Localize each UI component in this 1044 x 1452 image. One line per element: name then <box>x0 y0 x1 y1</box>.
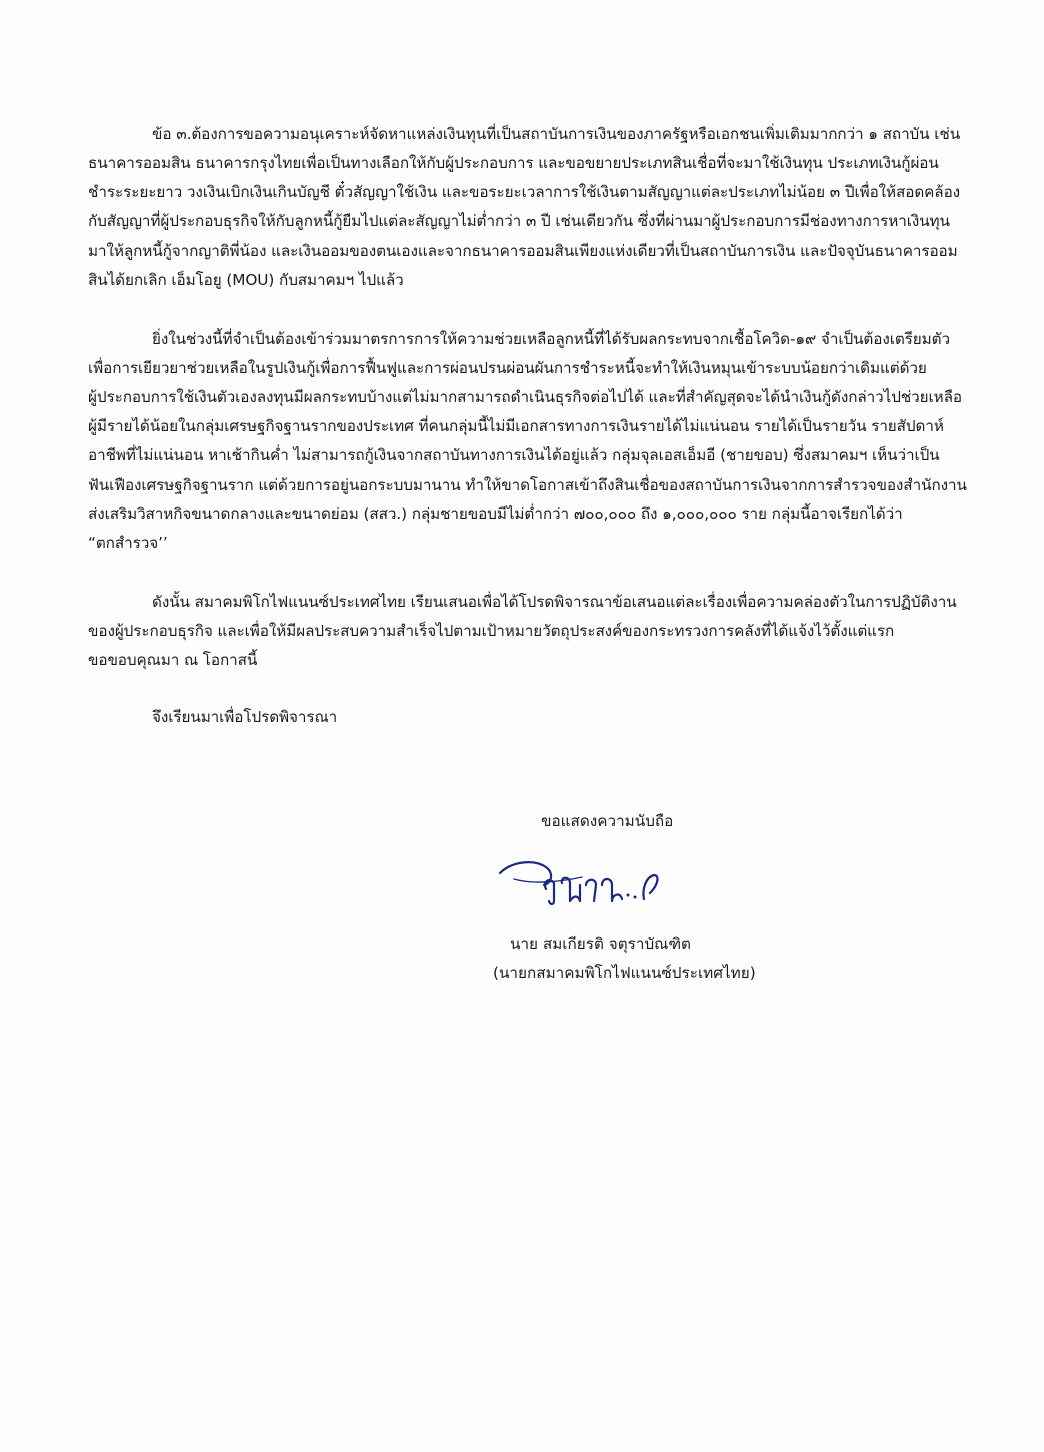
paragraph-line: ส่งเสริมวิสาหกิจขนาดกลางและขนาดย่อม (สสว.) กลุ่มชายขอบมีไม่ต่ำกว่า ๗๐๐,๐๐๐ ถึง ๑,๐๐๐,๐๐๐ ราย กลุ่มนี้อาจเรียกได้ว่า <box>88 505 903 523</box>
paragraph-line: ขอขอบคุณมา ณ โอกาสนี้ <box>88 651 258 669</box>
paragraph-line: กับสัญญาที่ผู้ประกอบธุรกิจให้กับลูกหนี้กู้ยืมไปแต่ละสัญญาไม่ต่ำกว่า ๓ ปี เช่นเดียวกัน ซึ่งที่ผ่านมาผู้ประกอบการมีช่องทางการหาเงินทุน <box>88 212 950 230</box>
paragraph-line: ยิ่งในช่วงนี้ที่จำเป็นต้องเข้าร่วมมาตรการการให้ความช่วยเหลือลูกหนี้ที่ได้รับผลกระทบจากเชื้อโควิด-๑๙ จำเป็นต้องเตรียมตัว <box>152 330 950 348</box>
paragraph-line: ธนาคารออมสิน ธนาคารกรุงไทยเพื่อเป็นทางเลือกให้กับผู้ประกอบการ และขอขยายประเภทสินเชื่อที่จะมาใช้เงินทุน ประเภทเงินกู้ผ่อน <box>88 154 939 172</box>
paragraph-line: ชำระระยะยาว วงเงินเบิกเงินเกินบัญชี ตั๋วสัญญาใช้เงิน และขอระยะเวลาการใช้เงินตามสัญญาแต่ละประเภทไม่น้อย ๓ ปีเพื่อให้สอดคล้อง <box>88 183 961 201</box>
paragraph-line: ดังนั้น สมาคมพิโกไฟแนนซ์ประเทศไทย เรียนเสนอเพื่อได้โปรดพิจารณาข้อเสนอแต่ละเรื่องเพื่อความคล่องตัวในการปฏิบัติงาน <box>152 593 957 611</box>
paragraph-line: สินได้ยกเลิก เอ็มโอยู (MOU) กับสมาคมฯ ไปแล้ว <box>88 271 404 289</box>
closing-request: จึงเรียนมาเพื่อโปรดพิจารณา <box>152 708 338 726</box>
paragraph-line: ของผู้ประกอบธุรกิจ และเพื่อให้มีผลประสบความสำเร็จไปตามเป้าหมายวัตถุประสงค์ของกระทรวงการคลังที่ได้แจ้งไว้ตั้งแต่แรก <box>88 622 895 640</box>
paragraph-line: อาชีพที่ไม่แน่นอน หาเช้ากินค่ำ ไม่สามารถกู้เงินจากสถาบันทางการเงินได้อยู่แล้ว กลุ่มจุลเอสเอ็มอี (ชายขอบ) ซึ่งสมาคมฯ เห็นว่าเป็น <box>88 446 940 464</box>
paragraph-line: ผู้ประกอบการใช้เงินตัวเองลงทุนมีผลกระทบบ้างแต่ไม่มากสามารถดำเนินธุรกิจต่อไปได้ และที่สำคัญสุดจะได้นำเงินกู้ดังกล่าวไปช่วยเหลือ <box>88 388 962 406</box>
complimentary-close: ขอแสดงความนับถือ <box>541 812 674 830</box>
paragraph-line: “ตกสำรวจ’’ <box>88 534 168 552</box>
paragraph-line: ฟันเฟืองเศรษฐกิจฐานราก แต่ด้วยการอยู่นอกระบบมานาน ทำให้ขาดโอกาสเข้าถึงสินเชื่อของสถาบันการเงินจากการสำรวจของสำนักงาน <box>88 476 967 494</box>
paragraph-line: เพื่อการเยียวยาช่วยเหลือในรูปเงินกู้เพื่อการฟื้นฟูและการผ่อนปรนผ่อนผันการชำระหนี้จะทำให้เงินหมุนเข้าระบบน้อยกว่าเดิมแต่ด้วย <box>88 359 927 377</box>
signer-name: นาย สมเกียรติ จตุราบัณฑิต <box>510 935 691 953</box>
paragraph-line: มาให้ลูกหนี้กู้จากญาติพี่น้อง และเงินออมของตนเองและจากธนาคารออมสินเพียงแห่งเดียวที่เป็นสถาบันการเงิน และปัจจุบันธนาคารออม <box>88 242 958 260</box>
handwritten-signature <box>494 855 672 917</box>
paragraph-line: ข้อ ๓.ต้องการขอความอนุเคราะห์จัดหาแหล่งเงินทุนที่เป็นสถาบันการเงินของภาครัฐหรือเอกชนเพิ่มเติมมากกว่า ๑ สถาบัน เช่น <box>152 125 961 143</box>
signer-title: (นายกสมาคมพิโกไฟแนนซ์ประเทศไทย) <box>493 964 756 982</box>
paragraph-line: ผู้มีรายได้น้อยในกลุ่มเศรษฐกิจฐานรากของประเทศ ที่คนกลุ่มนี้ไม่มีเอกสารทางการเงินรายได้ไม่แน่นอน รายได้เป็นรายวัน รายสัปดาห์ <box>88 417 944 435</box>
